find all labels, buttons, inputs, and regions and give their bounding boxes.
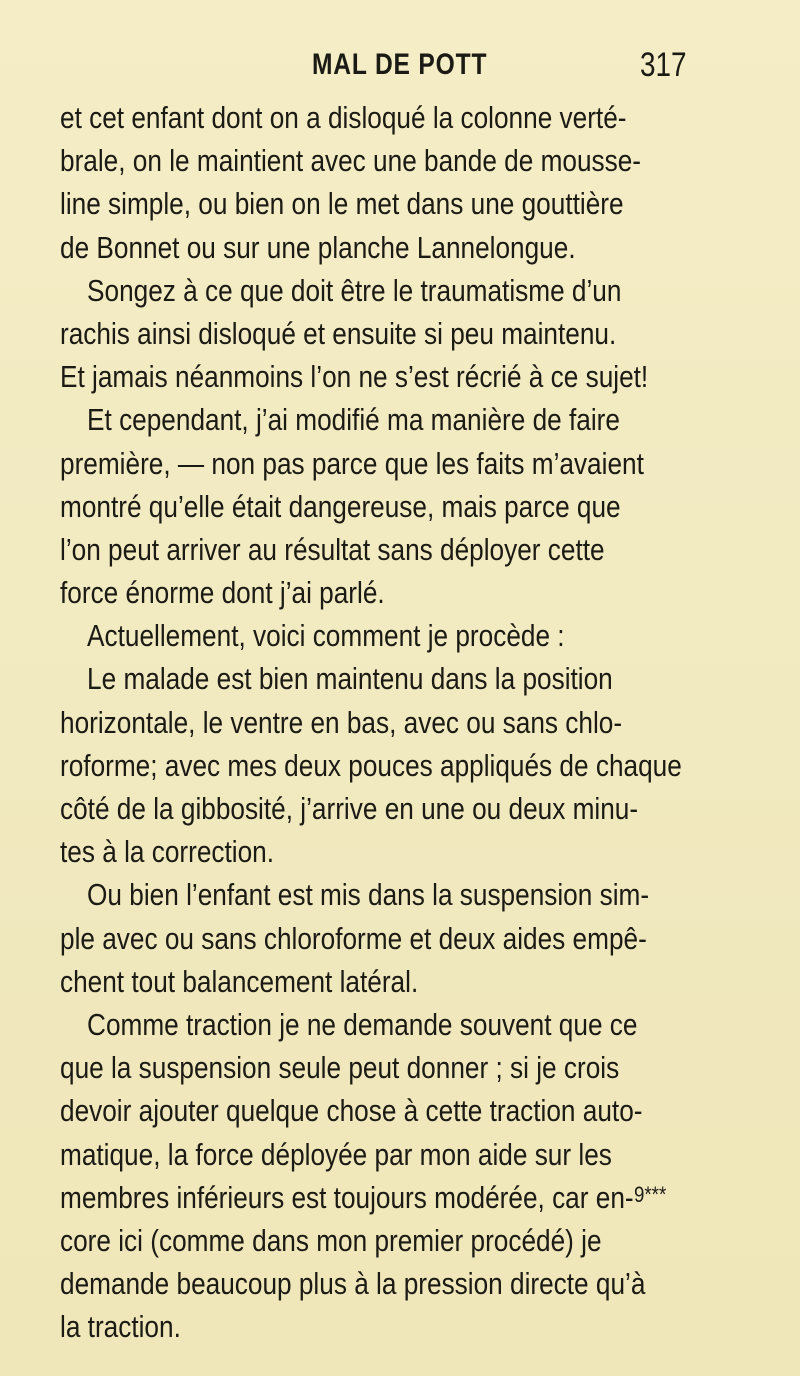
text-line: Et cependant, j’ai modifié ma manière de faire	[87, 402, 620, 438]
text-line: Ou bien l’enfant est mis dans la suspension sim-	[87, 877, 650, 913]
text-line: l’on peut arriver au résultat sans déployer cette	[60, 531, 605, 567]
text-line: chent tout balancement latéral.	[60, 963, 419, 999]
text-line: que la suspension seule peut donner ; si je crois	[60, 1050, 620, 1086]
text-line: Songez à ce que doit être le traumatisme d’un	[87, 272, 622, 308]
text-line: montré qu’elle était dangereuse, mais parce que	[60, 488, 621, 524]
text-line: brale, on le maintient avec une bande de mousse-	[60, 143, 642, 179]
text-line: core ici (comme dans mon premier procédé) je	[60, 1222, 602, 1258]
text-line: line simple, ou bien on le met dans une gouttière	[60, 186, 624, 222]
text-line: côté de la gibbosité, j’arrive en une ou deux minu-	[60, 791, 639, 826]
text-line: membres inférieurs est toujours modérée, car en-	[60, 1179, 634, 1215]
text-line: horizontale, le ventre en bas, avec ou sans chlo-	[60, 704, 623, 740]
body-text	[60, 96, 720, 1348]
running-title: MAL DE POTT	[312, 48, 488, 81]
text-line: Actuellement, voici comment je procède :	[87, 618, 565, 654]
signature-mark: 9***	[634, 1182, 667, 1207]
text-line: la traction.	[60, 1309, 181, 1345]
text-line: première, — non pas parce que les faits m’avaient	[60, 445, 644, 481]
text-line: Le malade est bien maintenu dans la position	[87, 661, 613, 697]
text-line: Et jamais néanmoins l’on ne s’est récrié à ce sujet!	[60, 359, 649, 395]
text-line: rachis ainsi disloqué et ensuite si peu maintenu.	[60, 315, 617, 351]
text-line: ple avec ou sans chloroforme et deux aides empê-	[60, 920, 647, 956]
text-line: de Bonnet ou sur une planche Lannelongue.	[60, 229, 576, 265]
text-line: devoir ajouter quelque chose à cette traction auto-	[60, 1093, 643, 1129]
page-number: 317	[640, 46, 687, 84]
text-line: Comme traction je ne demande souvent que ce	[87, 1006, 638, 1042]
text-line: matique, la force déployée par mon aide sur les	[60, 1136, 612, 1172]
text-line: force énorme dont j’ai parlé.	[60, 575, 385, 611]
text-line: tes à la correction.	[60, 834, 275, 870]
text-line: et cet enfant dont on a disloqué la colonne verté-	[60, 100, 627, 135]
text-line: roforme; avec mes deux pouces appliqués de chaque	[60, 747, 682, 783]
text-line: demande beaucoup plus à la pression directe qu’à	[60, 1266, 646, 1302]
